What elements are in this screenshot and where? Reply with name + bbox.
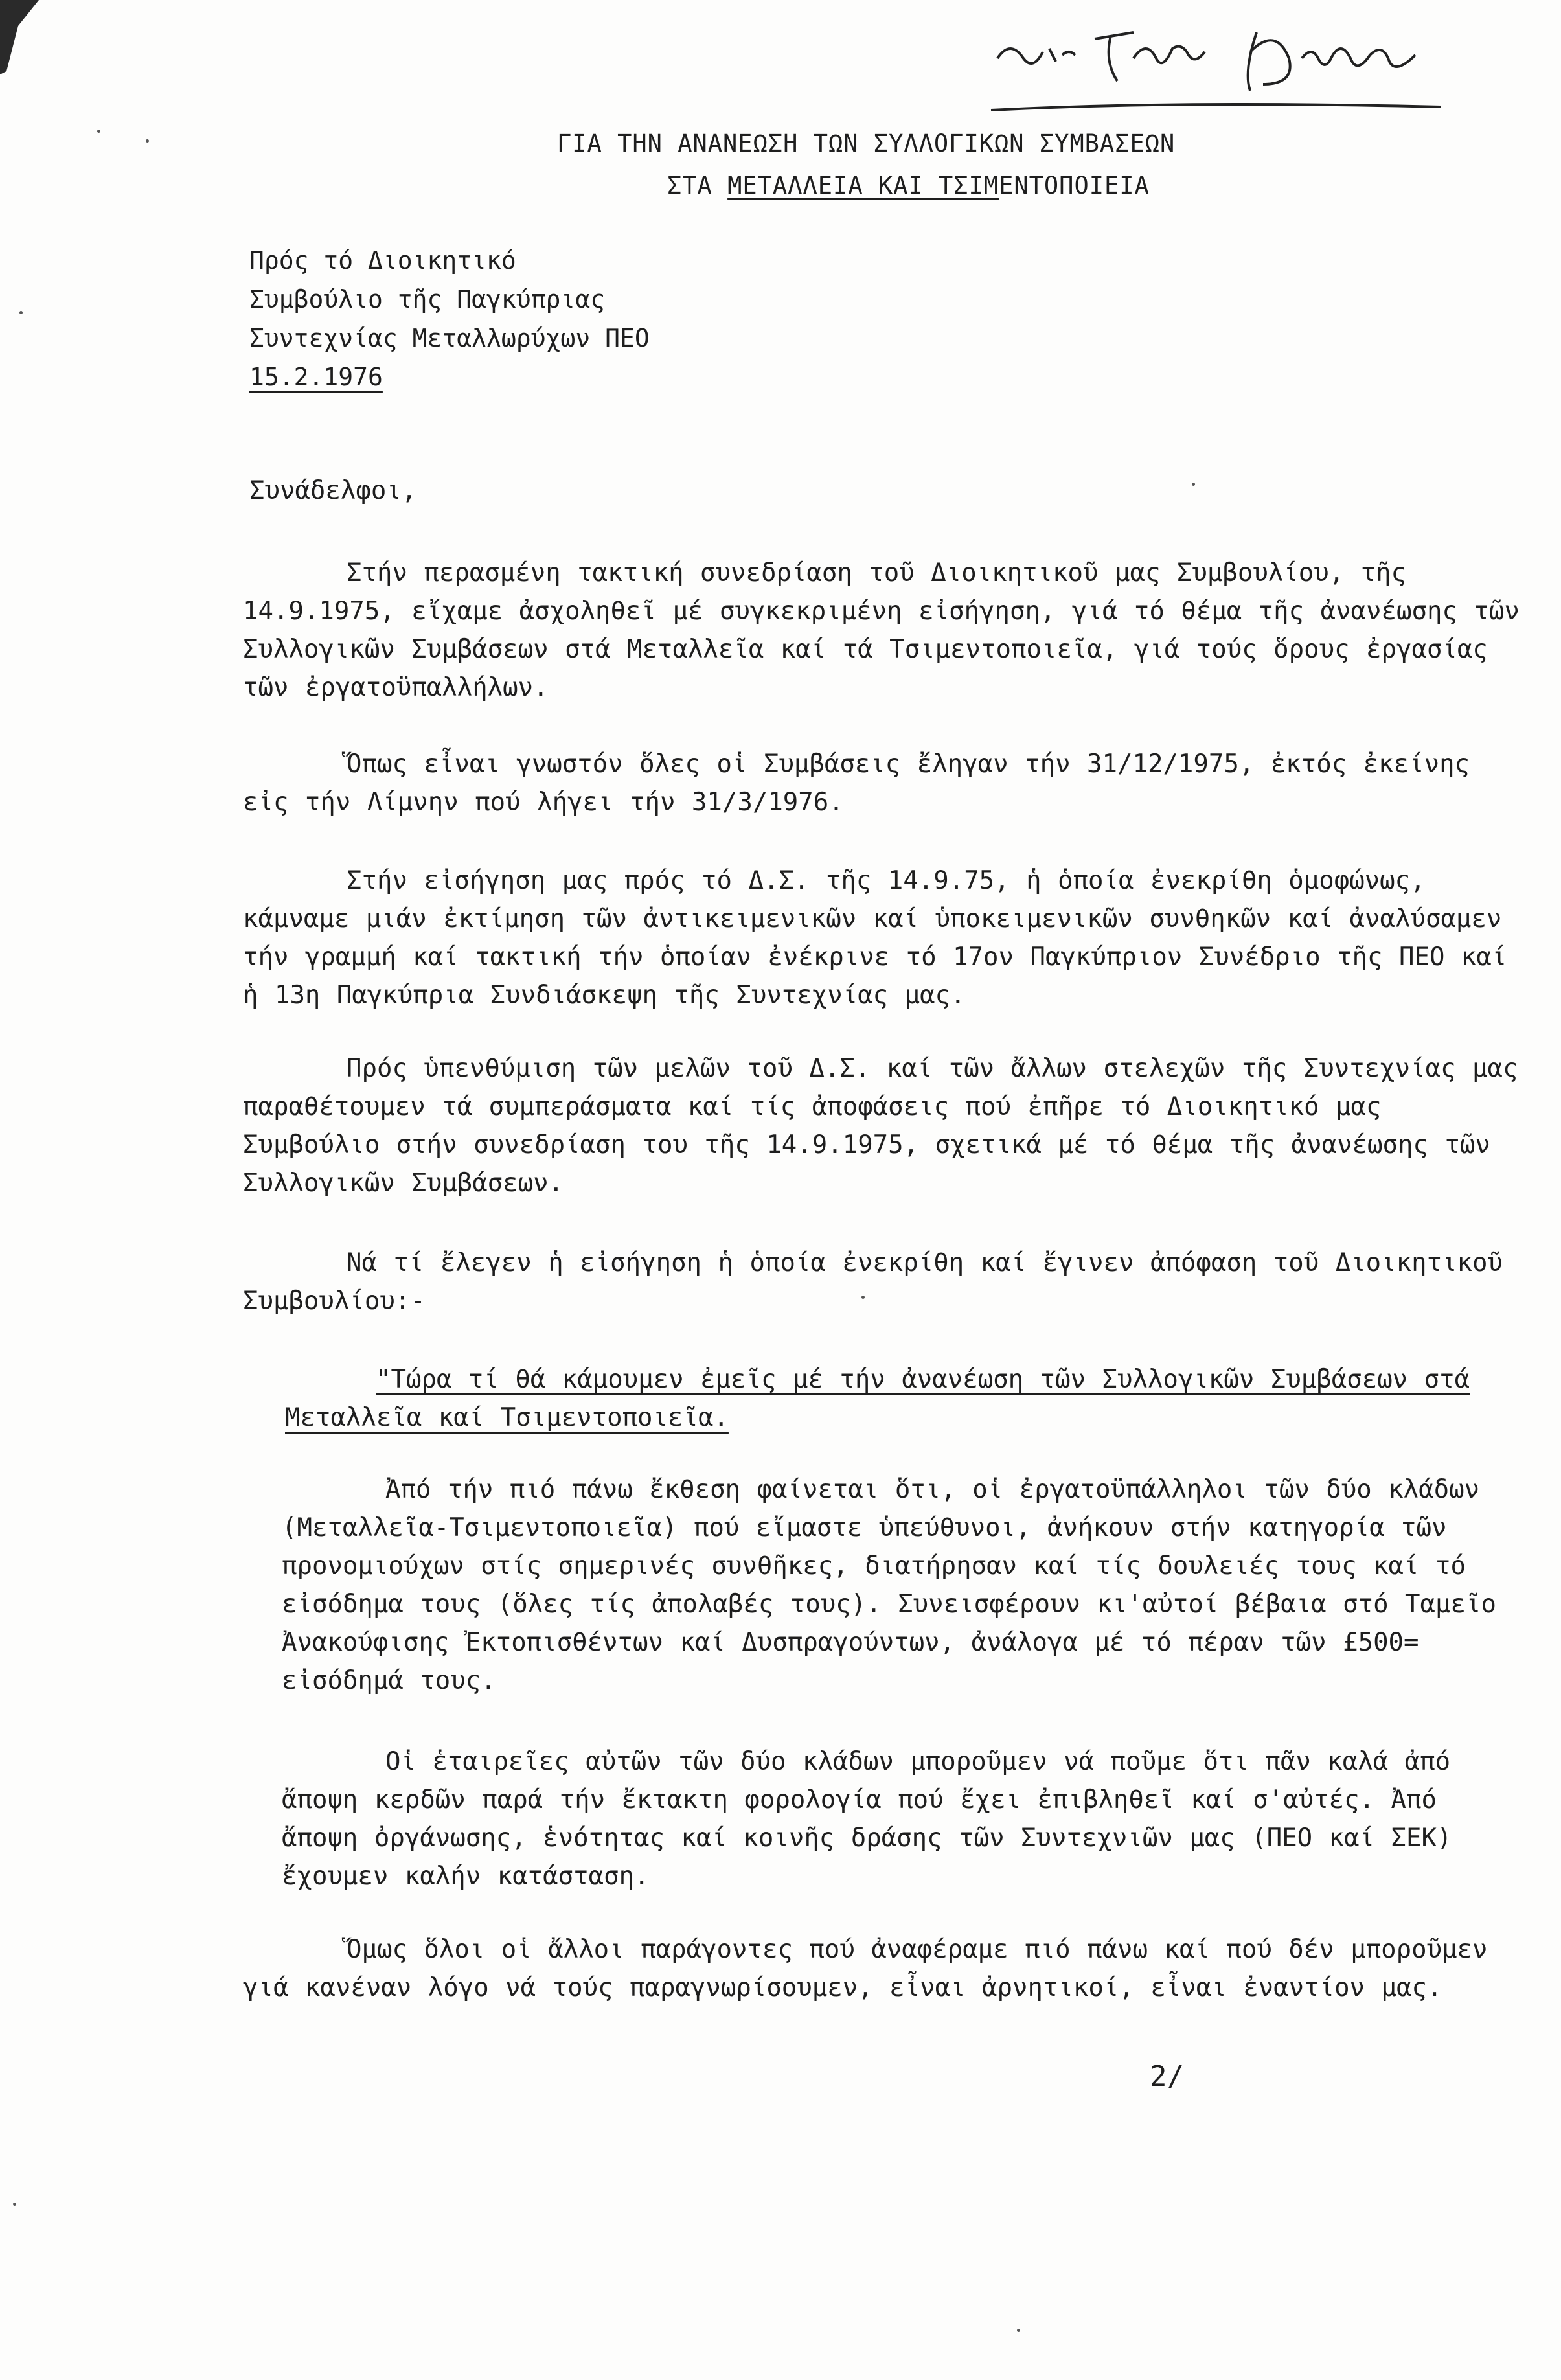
scan-speck (13, 2203, 16, 2206)
scan-corner-artifact (0, 0, 45, 78)
address-line3: Συντεχνίας Μεταλλωρύχων ΠΕΟ (249, 324, 650, 352)
document-title-line1: ΓΙΑ ΤΗΝ ΑΝΑΝΕΩΣΗ ΤΩΝ ΣΥΛΛΟΓΙΚΩΝ ΣΥΜΒΑΣΕΩΝ (557, 130, 1176, 157)
handwritten-annotation (985, 13, 1451, 123)
document-title-line2 (667, 172, 1150, 200)
paragraph-8: Οἱ ἑταιρεῖες αὐτῶν τῶν δύο κλάδων μποροῦμεν νά ποῦμε ὅτι πᾶν καλά ἀπό ἄποψη κερδῶν παρά τήν ἔκτακτη φορολογία πού ἔχει ἐπιβληθεῖ καί σ'αὐτές. Ἀπό ἄποψη ὀργάνωσης, ἑνότητας καί κοινῆς δράσης τῶν Συντεχνιῶν μας (ΠΕΟ καί ΣΕΚ) ἔχουμεν καλήν κατάσταση. (282, 1747, 1452, 1891)
title-line2-suffix: ΕΝΤΟΠΟΙΕΙΑ (999, 172, 1150, 200)
address-line1: Πρός τό Διοικητικό (249, 246, 516, 275)
address-date: 15.2.1976 (249, 363, 383, 391)
quoted-section-title: "Τώρα τί θά κάμουμεν ἐμεῖς μέ τήν ἀνανέωση τῶν Συλλογικῶν Συμβάσεων στά Μεταλλεῖα καί Τσιμεντοποιεῖα. (285, 1365, 1470, 1432)
paragraph-9: Ὅμως ὅλοι οἱ ἄλλοι παράγοντες πού ἀναφέραμε πιό πάνω καί πού δέν μποροῦμεν γιά κανέναν λόγο νά τούς παραγνωρίσουμεν, εἶναι ἀρνητικοί, εἶναι ἐναντίον μας. (243, 1935, 1488, 2002)
scan-speck (1192, 483, 1195, 486)
page-number: 2/ (1150, 2060, 1184, 2093)
address-line2: Συμβούλιο τῆς Παγκύπριας (249, 285, 606, 314)
paragraph-5: Νά τί ἔλεγεν ἡ εἰσήγηση ἡ ὁποία ἐνεκρίθη καί ἔγινεν ἀπόφαση τοῦ Διοικητικοῦ Συμβουλίου:- (243, 1248, 1503, 1316)
paragraph-1: Στήν περασμένη τακτική συνεδρίαση τοῦ Διοικητικοῦ μας Συμβουλίου, τῆς 14.9.1975, εἴχαμε ἀσχοληθεῖ μέ συγκεκριμένη εἰσήγηση, γιά τό θέμα τῆς ἀνανέωσης τῶν Συλλογικῶν Συμβάσεων στά Μεταλλεῖα καί τά Τσιμεντοποιεῖα, γιά τούς ὅρους ἐργασίας τῶν ἐργατοϋπαλλήλων. (243, 558, 1520, 702)
paragraph-2: Ὅπως εἶναι γνωστόν ὅλες οἱ Συμβάσεις ἔληγαν τήν 31/12/1975, ἐκτός ἐκείνης εἰς τήν Λίμνην πού λήγει τήν 31/3/1976. (243, 749, 1470, 817)
title-line2-prefix: ΣΤΑ (667, 172, 728, 200)
paragraph-3: Στήν εἰσήγηση μας πρός τό Δ.Σ. τῆς 14.9.75, ἡ ὁποία ἐνεκρίθη ὁμοφώνως, κάμναμε μιάν ἐκτίμηση τῶν ἀντικειμενικῶν καί ὑποκειμενικῶν συνθηκῶν καί ἀναλύσαμεν τήν γραμμή καί τακτική τήν ὁποίαν ἐνέκρινε τό 17ον Παγκύπριον Συνέδριο τῆς ΠΕΟ καί ἡ 13η Παγκύπρια Συνδιάσκεψη τῆς Συντεχνίας μας. (243, 866, 1507, 1010)
scan-speck (146, 139, 149, 143)
scan-speck (19, 311, 23, 314)
greeting: Συνάδελφοι, (249, 476, 417, 505)
title-line2-underlined: ΜΕΤΑΛΛΕΙΑ ΚΑΙ ΤΣΙΜ (727, 172, 999, 200)
paragraph-4: Πρός ὑπενθύμιση τῶν μελῶν τοῦ Δ.Σ. καί τῶν ἄλλων στελεχῶν τῆς Συντεχνίας μας παραθέτουμεν τά συμπεράσματα καί τίς ἀποφάσεις πού ἐπῆρε τό Διοικητικό μας Συμβούλιο στήν συνεδρίαση του τῆς 14.9.1975, σχετικά μέ τό θέμα τῆς ἀνανέωσης τῶν Συλλογικῶν Συμβάσεων. (243, 1054, 1518, 1198)
scan-speck (861, 1296, 865, 1299)
scan-speck (1017, 2329, 1020, 2332)
paragraph-7: Ἀπό τήν πιό πάνω ἔκθεση φαίνεται ὅτι, οἱ ἐργατοϋπάλληλοι τῶν δύο κλάδων (Μεταλλεῖα-Τσιμεντοποιεῖα) πού εἴμαστε ὑπεύθυνοι, ἀνήκουν στήν κατηγορία τῶν προνομιούχων στίς σημερινές συνθῆκες, διατήρησαν καί τίς δουλειές τους καί τό εἰσόδημα τους (ὅλες τίς ἀπολαβές τους). Συνεισφέρουν κι'αὐτοί βέβαια στό Ταμεῖο Ἀνακούφισης Ἐκτοπισθέντων καί Δυσπραγούντων, ἀνάλογα μέ τό πέραν τῶν £500= εἰσόδημά τους. (282, 1475, 1496, 1695)
scan-speck (97, 130, 100, 133)
